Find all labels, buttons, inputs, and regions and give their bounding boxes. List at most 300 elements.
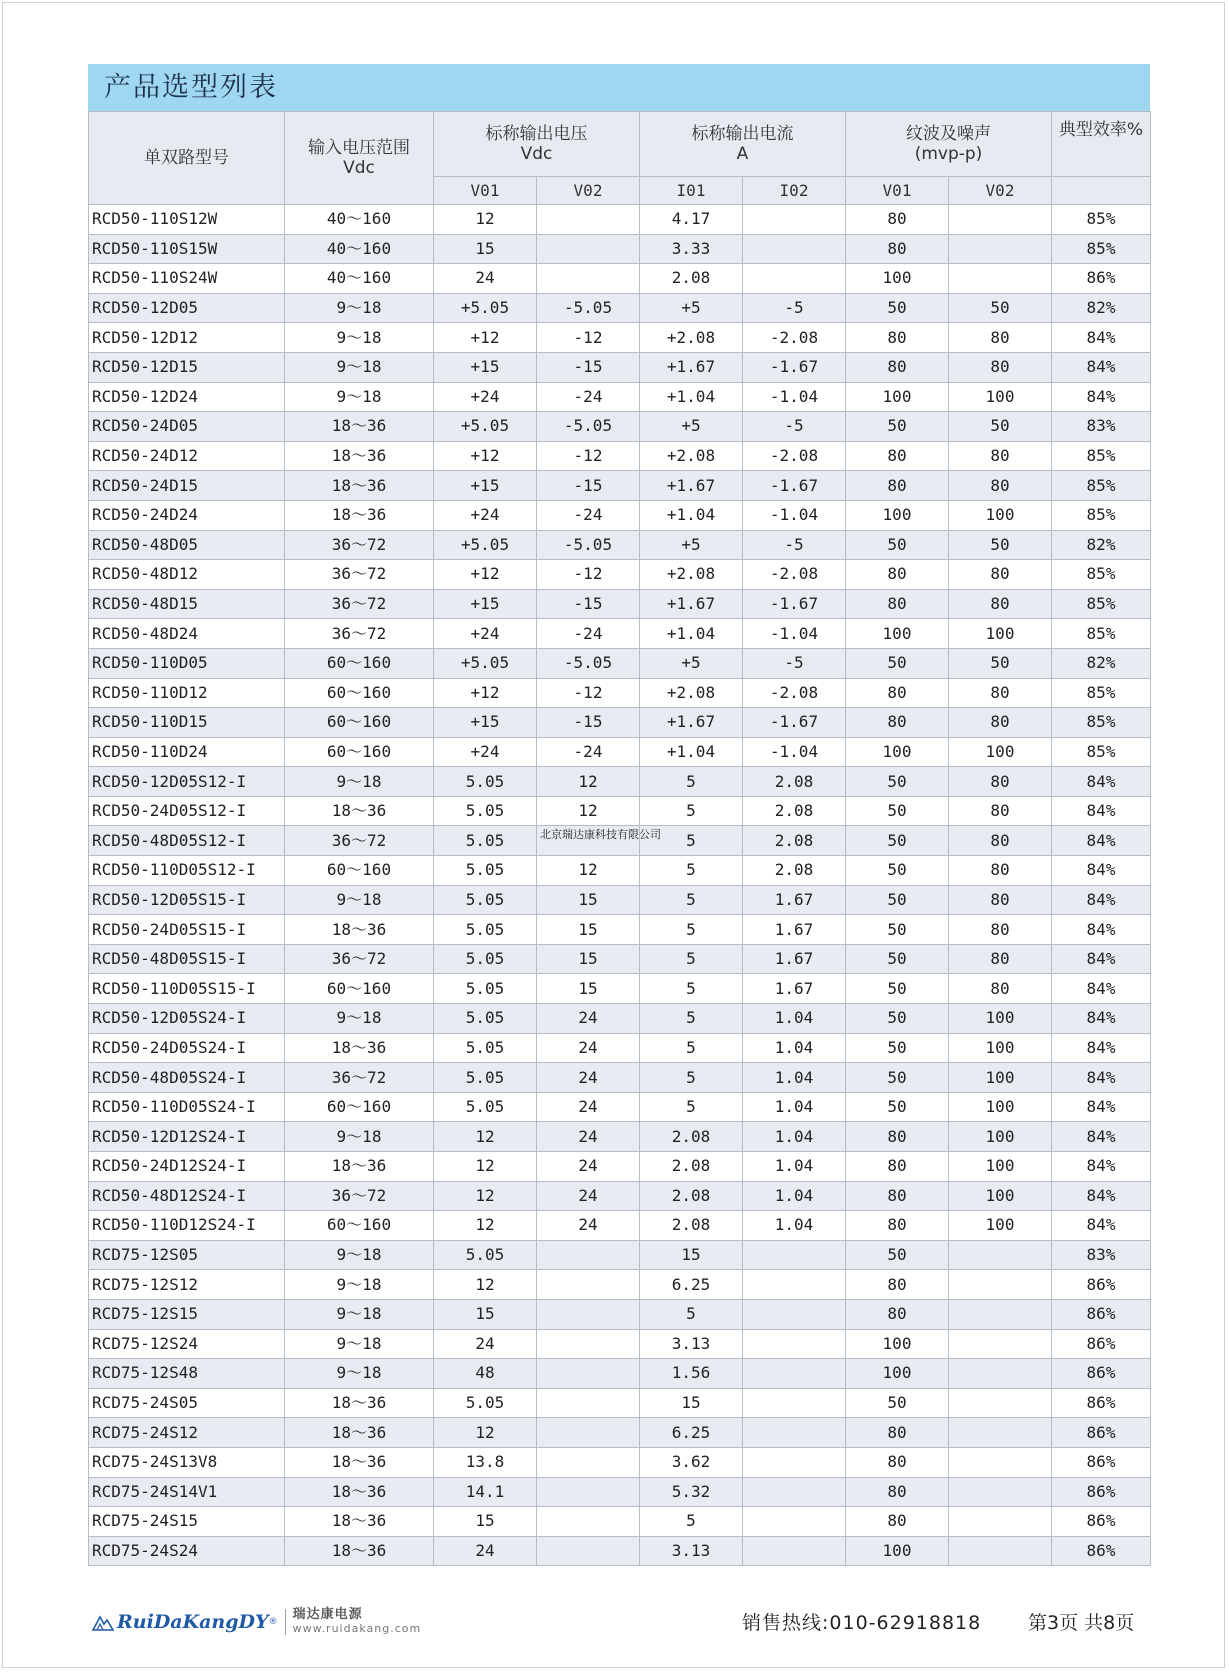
cell-input-range: 9～18 — [285, 382, 434, 412]
cell-out-i02 — [743, 1507, 846, 1537]
cell-out-v01: +24 — [434, 382, 537, 412]
table-row — [89, 352, 1151, 382]
cell-efficiency: 84% — [1052, 1211, 1151, 1241]
cell-ripple-v02: 100 — [949, 1211, 1052, 1241]
cell-out-i01: 5 — [640, 915, 743, 945]
cell-efficiency: 84% — [1052, 885, 1151, 915]
cell-out-v02: 24 — [537, 1152, 640, 1182]
cell-ripple-v02: 100 — [949, 1152, 1052, 1182]
cell-ripple-v01: 80 — [846, 1181, 949, 1211]
cell-out-v02: -24 — [537, 619, 640, 649]
cell-out-v02: -12 — [537, 441, 640, 471]
cell-out-v01: 12 — [434, 205, 537, 235]
cell-out-i01: 5 — [640, 1004, 743, 1034]
cell-efficiency: 84% — [1052, 767, 1151, 797]
cell-out-v01: 24 — [434, 1536, 537, 1566]
cell-out-i01: 5 — [640, 856, 743, 886]
cell-out-i02: 2.08 — [743, 796, 846, 826]
cell-ripple-v02: 80 — [949, 560, 1052, 590]
cell-out-i01: 5 — [640, 796, 743, 826]
header-efficiency: 典型效率% — [1052, 112, 1151, 177]
cell-model: RCD75-24S12 — [89, 1418, 285, 1448]
cell-model: RCD75-24S13V8 — [89, 1447, 285, 1477]
table-row — [89, 264, 1151, 294]
table-row — [89, 1388, 1151, 1418]
cell-ripple-v02: 100 — [949, 1181, 1052, 1211]
cell-input-range: 36～72 — [285, 826, 434, 856]
cell-ripple-v01: 80 — [846, 1447, 949, 1477]
cell-input-range: 18～36 — [285, 796, 434, 826]
cell-input-range: 18～36 — [285, 1477, 434, 1507]
cell-out-i01: +1.04 — [640, 382, 743, 412]
cell-efficiency: 84% — [1052, 1092, 1151, 1122]
cell-out-i01: 4.17 — [640, 205, 743, 235]
cell-model: RCD50-110D15 — [89, 708, 285, 738]
cell-ripple-v01: 50 — [846, 1092, 949, 1122]
cell-out-i02 — [743, 1418, 846, 1448]
cell-out-v02: -15 — [537, 589, 640, 619]
header-out-voltage — [434, 112, 640, 177]
cell-model: RCD50-24D12 — [89, 441, 285, 471]
cell-input-range: 9～18 — [285, 1359, 434, 1389]
cell-out-i01: 5 — [640, 1507, 743, 1537]
cell-input-range: 9～18 — [285, 1004, 434, 1034]
cell-out-i01: 15 — [640, 1240, 743, 1270]
cell-out-i01: +2.08 — [640, 678, 743, 708]
cell-out-v01: 15 — [434, 1507, 537, 1537]
cell-ripple-v01: 50 — [846, 885, 949, 915]
cell-ripple-v02 — [949, 1299, 1052, 1329]
cell-out-i02: -2.08 — [743, 678, 846, 708]
cell-out-i02: -1.67 — [743, 352, 846, 382]
cell-ripple-v01: 100 — [846, 264, 949, 294]
cell-out-v01: 5.05 — [434, 915, 537, 945]
cell-out-i02: 1.67 — [743, 885, 846, 915]
cell-model: RCD50-110D12 — [89, 678, 285, 708]
cell-model: RCD50-12D12S24-I — [89, 1122, 285, 1152]
cell-ripple-v01: 50 — [846, 293, 949, 323]
cell-model: RCD50-110D12S24-I — [89, 1211, 285, 1241]
cell-efficiency: 84% — [1052, 856, 1151, 886]
cell-input-range: 60～160 — [285, 1211, 434, 1241]
cell-out-v02 — [537, 1388, 640, 1418]
cell-ripple-v01: 80 — [846, 234, 949, 264]
cell-out-v02: -24 — [537, 382, 640, 412]
cell-out-v01: 48 — [434, 1359, 537, 1389]
cell-input-range: 60～160 — [285, 678, 434, 708]
cell-out-v01: 24 — [434, 264, 537, 294]
cell-efficiency: 84% — [1052, 382, 1151, 412]
cell-ripple-v01: 80 — [846, 1270, 949, 1300]
cell-efficiency: 85% — [1052, 560, 1151, 590]
cell-model: RCD50-110S24W — [89, 264, 285, 294]
cell-model: RCD75-24S15 — [89, 1507, 285, 1537]
cell-out-i01: +1.04 — [640, 500, 743, 530]
cell-model: RCD50-48D12S24-I — [89, 1181, 285, 1211]
cell-out-v02 — [537, 234, 640, 264]
cell-input-range: 60～160 — [285, 648, 434, 678]
cell-input-range: 36～72 — [285, 944, 434, 974]
cell-input-range: 9～18 — [285, 885, 434, 915]
cell-ripple-v02: 100 — [949, 737, 1052, 767]
cell-out-i01: +5 — [640, 293, 743, 323]
cell-out-v01: 5.05 — [434, 944, 537, 974]
cell-ripple-v02: 80 — [949, 441, 1052, 471]
subheader-efficiency-blank — [1052, 177, 1151, 205]
table-row — [89, 1211, 1151, 1241]
cell-out-v01: +5.05 — [434, 648, 537, 678]
table-row — [89, 1240, 1151, 1270]
cell-efficiency: 84% — [1052, 323, 1151, 353]
cell-out-v02: -12 — [537, 323, 640, 353]
cell-out-v01: 5.05 — [434, 1240, 537, 1270]
cell-out-v02: -12 — [537, 560, 640, 590]
cell-input-range: 9～18 — [285, 293, 434, 323]
cell-input-range: 18～36 — [285, 1536, 434, 1566]
cell-efficiency: 85% — [1052, 737, 1151, 767]
cell-out-i01: 5 — [640, 767, 743, 797]
cell-model: RCD50-12D24 — [89, 382, 285, 412]
cell-out-v01: 5.05 — [434, 796, 537, 826]
cell-out-i01: 15 — [640, 1388, 743, 1418]
cell-model: RCD50-110S12W — [89, 205, 285, 235]
cell-out-i02: 1.67 — [743, 974, 846, 1004]
cell-out-i02: -1.04 — [743, 382, 846, 412]
cell-out-v01: 5.05 — [434, 974, 537, 1004]
cell-out-i01: 2.08 — [640, 1152, 743, 1182]
cell-out-i02: -5 — [743, 412, 846, 442]
cell-input-range: 9～18 — [285, 323, 434, 353]
cell-out-v02 — [537, 1299, 640, 1329]
cell-efficiency: 84% — [1052, 1181, 1151, 1211]
cell-model: RCD75-12S24 — [89, 1329, 285, 1359]
cell-model: RCD50-12D15 — [89, 352, 285, 382]
cell-ripple-v01: 80 — [846, 1152, 949, 1182]
cell-out-i01: 2.08 — [640, 1122, 743, 1152]
logo-chinese-name: 瑞达康电源 — [292, 1607, 363, 1622]
cell-ripple-v02: 100 — [949, 1004, 1052, 1034]
cell-ripple-v01: 80 — [846, 1122, 949, 1152]
cell-input-range: 18～36 — [285, 1033, 434, 1063]
cell-ripple-v01: 80 — [846, 1507, 949, 1537]
cell-out-i02: -5 — [743, 293, 846, 323]
cell-input-range: 40～160 — [285, 264, 434, 294]
cell-out-i02 — [743, 1388, 846, 1418]
cell-ripple-v01: 50 — [846, 1033, 949, 1063]
cell-out-i02: 1.04 — [743, 1092, 846, 1122]
page-indicator: 第3页 共8页 — [1028, 1612, 1135, 1634]
cell-out-v01: +24 — [434, 737, 537, 767]
cell-out-i02: -1.04 — [743, 619, 846, 649]
table-row — [89, 471, 1151, 501]
cell-out-v01: +24 — [434, 619, 537, 649]
cell-ripple-v01: 100 — [846, 619, 949, 649]
table-row — [89, 885, 1151, 915]
cell-out-v01: 5.05 — [434, 885, 537, 915]
cell-efficiency: 84% — [1052, 1063, 1151, 1093]
cell-ripple-v01: 80 — [846, 678, 949, 708]
cell-efficiency: 85% — [1052, 441, 1151, 471]
cell-out-v01: 5.05 — [434, 1388, 537, 1418]
cell-efficiency: 86% — [1052, 1477, 1151, 1507]
cell-ripple-v02: 80 — [949, 589, 1052, 619]
cell-out-v01: 12 — [434, 1418, 537, 1448]
cell-out-v02: 24 — [537, 1181, 640, 1211]
cell-efficiency: 85% — [1052, 678, 1151, 708]
cell-efficiency: 85% — [1052, 708, 1151, 738]
cell-ripple-v01: 100 — [846, 382, 949, 412]
table-row — [89, 974, 1151, 1004]
table-row — [89, 1507, 1151, 1537]
cell-out-v01: 12 — [434, 1181, 537, 1211]
cell-efficiency: 85% — [1052, 500, 1151, 530]
company-logo — [92, 1607, 421, 1637]
cell-efficiency: 85% — [1052, 234, 1151, 264]
subheader-v02: V02 — [537, 177, 640, 205]
cell-out-i02: -2.08 — [743, 441, 846, 471]
cell-efficiency: 84% — [1052, 826, 1151, 856]
cell-out-i02 — [743, 1477, 846, 1507]
cell-out-i02 — [743, 1299, 846, 1329]
cell-out-i01: +2.08 — [640, 560, 743, 590]
cell-out-i02: 1.67 — [743, 944, 846, 974]
cell-out-i01: 2.08 — [640, 264, 743, 294]
cell-input-range: 18～36 — [285, 441, 434, 471]
table-row — [89, 1122, 1151, 1152]
cell-out-v01: +12 — [434, 678, 537, 708]
cell-ripple-v01: 100 — [846, 1329, 949, 1359]
cell-ripple-v01: 100 — [846, 500, 949, 530]
cell-ripple-v02 — [949, 1536, 1052, 1566]
cell-out-v01: 5.05 — [434, 856, 537, 886]
cell-input-range: 36～72 — [285, 1181, 434, 1211]
cell-out-v02: 24 — [537, 1211, 640, 1241]
cell-ripple-v02 — [949, 1477, 1052, 1507]
cell-model: RCD50-24D05 — [89, 412, 285, 442]
header-input-range — [285, 112, 434, 205]
cell-out-v01: +5.05 — [434, 530, 537, 560]
cell-out-i02: 2.08 — [743, 856, 846, 886]
cell-out-v01: 12 — [434, 1270, 537, 1300]
cell-out-v01: 13.8 — [434, 1447, 537, 1477]
cell-out-v01: 12 — [434, 1152, 537, 1182]
cell-efficiency: 84% — [1052, 796, 1151, 826]
cell-out-i02: -1.67 — [743, 708, 846, 738]
cell-ripple-v01: 80 — [846, 1477, 949, 1507]
cell-input-range: 9～18 — [285, 767, 434, 797]
cell-input-range: 36～72 — [285, 560, 434, 590]
cell-out-v01: +5.05 — [434, 293, 537, 323]
header-out-current-label: 标称输出电流 — [691, 124, 794, 144]
cell-ripple-v02: 80 — [949, 323, 1052, 353]
header-out-current-unit: A — [736, 144, 749, 164]
cell-input-range: 18～36 — [285, 1507, 434, 1537]
cell-efficiency: 86% — [1052, 1359, 1151, 1389]
cell-ripple-v02: 100 — [949, 382, 1052, 412]
header-ripple — [846, 112, 1052, 177]
cell-ripple-v02: 80 — [949, 767, 1052, 797]
table-row — [89, 1299, 1151, 1329]
cell-model: RCD50-24D15 — [89, 471, 285, 501]
sales-hotline: 销售热线:010-62918818 — [742, 1612, 982, 1634]
cell-out-i01: 1.56 — [640, 1359, 743, 1389]
cell-out-v01: +12 — [434, 441, 537, 471]
cell-efficiency: 85% — [1052, 471, 1151, 501]
cell-input-range: 18～36 — [285, 1152, 434, 1182]
cell-model: RCD50-48D05S15-I — [89, 944, 285, 974]
cell-out-i02: 1.04 — [743, 1211, 846, 1241]
cell-ripple-v01: 80 — [846, 1299, 949, 1329]
table-row — [89, 1447, 1151, 1477]
cell-out-i02 — [743, 1329, 846, 1359]
logo-mountain-icon — [92, 1613, 114, 1631]
cell-ripple-v01: 50 — [846, 796, 949, 826]
cell-input-range: 36～72 — [285, 589, 434, 619]
cell-out-v02: 15 — [537, 974, 640, 1004]
cell-ripple-v02: 100 — [949, 500, 1052, 530]
page-title: 产品选型列表 — [88, 64, 1150, 111]
cell-out-v01: +15 — [434, 589, 537, 619]
cell-out-i01: 2.08 — [640, 1211, 743, 1241]
cell-out-i01: 5 — [640, 826, 743, 856]
cell-ripple-v02: 80 — [949, 885, 1052, 915]
cell-ripple-v02: 80 — [949, 974, 1052, 1004]
cell-ripple-v01: 50 — [846, 530, 949, 560]
cell-ripple-v02 — [949, 1329, 1052, 1359]
cell-efficiency: 84% — [1052, 1033, 1151, 1063]
table-row — [89, 1152, 1151, 1182]
cell-out-v01: 12 — [434, 1211, 537, 1241]
cell-input-range: 60～160 — [285, 1092, 434, 1122]
table-row — [89, 293, 1151, 323]
cell-out-i01: 5 — [640, 1299, 743, 1329]
cell-input-range: 9～18 — [285, 1240, 434, 1270]
cell-efficiency: 82% — [1052, 293, 1151, 323]
header-ripple-unit: (mvp-p) — [914, 144, 983, 164]
cell-model: RCD50-110D05S24-I — [89, 1092, 285, 1122]
cell-ripple-v01: 50 — [846, 1004, 949, 1034]
cell-input-range: 9～18 — [285, 1329, 434, 1359]
cell-ripple-v02: 100 — [949, 1033, 1052, 1063]
cell-out-i01: 3.13 — [640, 1329, 743, 1359]
cell-out-i01: 5 — [640, 1063, 743, 1093]
cell-out-v02: 24 — [537, 1033, 640, 1063]
cell-ripple-v01: 50 — [846, 412, 949, 442]
cell-ripple-v01: 80 — [846, 471, 949, 501]
cell-input-range: 60～160 — [285, 856, 434, 886]
cell-efficiency: 86% — [1052, 264, 1151, 294]
cell-out-v02 — [537, 264, 640, 294]
cell-out-i01: 2.08 — [640, 1181, 743, 1211]
cell-out-i02: 1.04 — [743, 1152, 846, 1182]
cell-out-v02: -15 — [537, 471, 640, 501]
cell-efficiency: 83% — [1052, 412, 1151, 442]
cell-out-i01: +1.67 — [640, 471, 743, 501]
cell-efficiency: 84% — [1052, 974, 1151, 1004]
cell-ripple-v02: 100 — [949, 1122, 1052, 1152]
table-row — [89, 708, 1151, 738]
cell-model: RCD50-12D05S24-I — [89, 1004, 285, 1034]
table-row — [89, 619, 1151, 649]
cell-ripple-v02: 80 — [949, 944, 1052, 974]
cell-efficiency: 84% — [1052, 915, 1151, 945]
cell-ripple-v02: 80 — [949, 796, 1052, 826]
cell-ripple-v02: 80 — [949, 678, 1052, 708]
cell-input-range: 40～160 — [285, 205, 434, 235]
cell-out-v01: +15 — [434, 708, 537, 738]
cell-out-v02: 24 — [537, 1092, 640, 1122]
cell-out-i01: 6.25 — [640, 1418, 743, 1448]
cell-out-i01: 5 — [640, 1033, 743, 1063]
cell-out-v02: -5.05 — [537, 530, 640, 560]
cell-out-v02: 12 — [537, 767, 640, 797]
header-ripple-label: 纹波及噪声 — [906, 124, 991, 144]
cell-ripple-v01: 50 — [846, 648, 949, 678]
header-out-voltage-unit: Vdc — [520, 144, 553, 164]
header-out-voltage-label: 标称输出电压 — [485, 124, 588, 144]
cell-model: RCD50-48D12 — [89, 560, 285, 590]
cell-input-range: 40～160 — [285, 234, 434, 264]
cell-input-range: 36～72 — [285, 1063, 434, 1093]
cell-model: RCD50-12D05 — [89, 293, 285, 323]
watermark-text: 北京瑞达康科技有限公司 — [540, 828, 661, 841]
cell-model: RCD50-48D24 — [89, 619, 285, 649]
cell-input-range: 18～36 — [285, 1388, 434, 1418]
cell-ripple-v02: 100 — [949, 1063, 1052, 1093]
cell-ripple-v01: 100 — [846, 737, 949, 767]
cell-out-v02: 24 — [537, 1063, 640, 1093]
table-row — [89, 1270, 1151, 1300]
cell-ripple-v02: 50 — [949, 530, 1052, 560]
cell-out-v02 — [537, 1329, 640, 1359]
cell-efficiency: 84% — [1052, 944, 1151, 974]
cell-model: RCD50-24D05S12-I — [89, 796, 285, 826]
cell-out-i01: +1.04 — [640, 619, 743, 649]
table-row — [89, 589, 1151, 619]
header-model: 单双路型号 — [89, 112, 285, 205]
cell-efficiency: 84% — [1052, 1004, 1151, 1034]
cell-out-i02: 1.04 — [743, 1063, 846, 1093]
cell-out-v02 — [537, 1477, 640, 1507]
cell-ripple-v01: 50 — [846, 1063, 949, 1093]
cell-out-i01: +5 — [640, 530, 743, 560]
cell-ripple-v02: 80 — [949, 352, 1052, 382]
cell-efficiency: 84% — [1052, 1152, 1151, 1182]
cell-ripple-v01: 50 — [846, 1388, 949, 1418]
cell-out-v02: 12 — [537, 796, 640, 826]
cell-efficiency: 86% — [1052, 1447, 1151, 1477]
cell-ripple-v02 — [949, 1507, 1052, 1537]
cell-out-v02 — [537, 1270, 640, 1300]
cell-ripple-v02: 50 — [949, 412, 1052, 442]
table-row — [89, 915, 1151, 945]
cell-input-range: 18～36 — [285, 471, 434, 501]
header-input-range-label: 输入电压范围 — [308, 138, 410, 158]
cell-out-v01: 15 — [434, 1299, 537, 1329]
table-row — [89, 382, 1151, 412]
cell-efficiency: 82% — [1052, 648, 1151, 678]
cell-efficiency: 82% — [1052, 530, 1151, 560]
cell-out-v02 — [537, 1418, 640, 1448]
cell-model: RCD50-48D05S12-I — [89, 826, 285, 856]
cell-out-i02 — [743, 1240, 846, 1270]
table-row — [89, 648, 1151, 678]
cell-ripple-v01: 50 — [846, 1240, 949, 1270]
cell-out-v01: +15 — [434, 471, 537, 501]
cell-efficiency: 84% — [1052, 1122, 1151, 1152]
cell-model: RCD50-48D05 — [89, 530, 285, 560]
cell-out-v02 — [537, 1536, 640, 1566]
